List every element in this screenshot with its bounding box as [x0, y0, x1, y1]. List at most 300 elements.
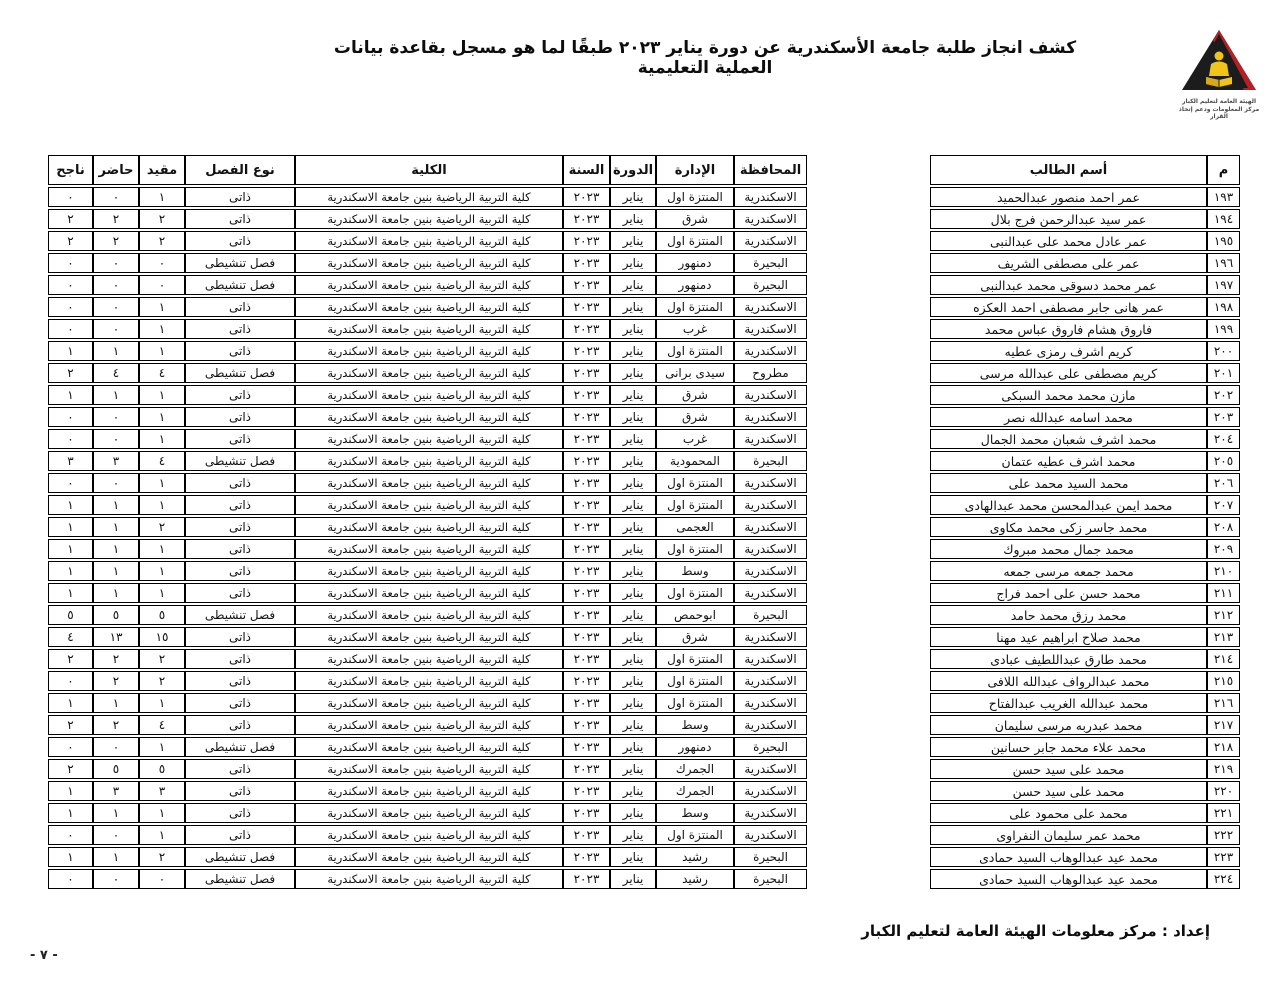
- column-gap: [807, 429, 930, 449]
- header-passed: ناجح: [48, 155, 93, 185]
- cell-passed: ٢: [48, 363, 93, 383]
- cell-administration: المنتزة اول: [656, 671, 734, 691]
- cell-governorate: الاسكندرية: [734, 803, 807, 823]
- cell-attended: ١: [93, 539, 139, 559]
- cell-attended: ١: [93, 583, 139, 603]
- cell-session: يناير: [610, 781, 656, 801]
- table-header-row: [48, 155, 1240, 185]
- cell-passed: ٥: [48, 605, 93, 625]
- cell-passed: ٠: [48, 407, 93, 427]
- cell-no: ١٩٦: [1207, 253, 1240, 273]
- header-session: الدورة: [610, 155, 656, 185]
- cell-no: ١٩٨: [1207, 297, 1240, 317]
- table-row: [48, 825, 1240, 845]
- cell-no: ١٩٥: [1207, 231, 1240, 251]
- cell-enrolled: ١: [139, 495, 185, 515]
- cell-name: كريم اشرف رمزى عطيه: [930, 341, 1207, 361]
- cell-attended: ١٣: [93, 627, 139, 647]
- cell-attended: ٣: [93, 451, 139, 471]
- cell-no: ٢٠٣: [1207, 407, 1240, 427]
- cell-no: ٢٠٧: [1207, 495, 1240, 515]
- column-gap: [807, 275, 930, 295]
- cell-class-type: ذاتى: [185, 319, 295, 339]
- cell-session: يناير: [610, 253, 656, 273]
- cell-enrolled: ١: [139, 473, 185, 493]
- column-gap: [807, 517, 930, 537]
- cell-name: محمد اشرف عطيه عتمان: [930, 451, 1207, 471]
- cell-name: محمد جمال محمد مبروك: [930, 539, 1207, 559]
- cell-college: كلية التربية الرياضية بنين جامعة الاسكندرية: [295, 803, 563, 823]
- cell-name: محمد ايمن عبدالمحسن محمد عبدالهادى: [930, 495, 1207, 515]
- cell-class-type: ذاتى: [185, 495, 295, 515]
- column-gap: [807, 363, 930, 383]
- cell-college: كلية التربية الرياضية بنين جامعة الاسكندرية: [295, 319, 563, 339]
- cell-administration: المنتزة اول: [656, 649, 734, 669]
- cell-session: يناير: [610, 363, 656, 383]
- cell-attended: ٠: [93, 187, 139, 207]
- cell-name: عمر احمد منصور عبدالحميد: [930, 187, 1207, 207]
- cell-year: ٢٠٢٣: [563, 649, 610, 669]
- cell-attended: ٠: [93, 319, 139, 339]
- column-gap: [807, 407, 930, 427]
- column-gap: [807, 297, 930, 317]
- cell-attended: ١: [93, 517, 139, 537]
- cell-administration: شرق: [656, 627, 734, 647]
- cell-governorate: الاسكندرية: [734, 209, 807, 229]
- cell-college: كلية التربية الرياضية بنين جامعة الاسكندرية: [295, 363, 563, 383]
- cell-passed: ٢: [48, 209, 93, 229]
- cell-class-type: فصل تنشيطى: [185, 737, 295, 757]
- header-attended: حاضر: [93, 155, 139, 185]
- cell-college: كلية التربية الرياضية بنين جامعة الاسكندرية: [295, 649, 563, 669]
- cell-administration: شرق: [656, 209, 734, 229]
- cell-year: ٢٠٢٣: [563, 627, 610, 647]
- cell-enrolled: ٥: [139, 759, 185, 779]
- cell-enrolled: ٠: [139, 275, 185, 295]
- cell-passed: ٢: [48, 715, 93, 735]
- column-gap: [807, 341, 930, 361]
- cell-class-type: فصل تنشيطى: [185, 253, 295, 273]
- cell-passed: ٠: [48, 319, 93, 339]
- cell-governorate: الاسكندرية: [734, 473, 807, 493]
- cell-passed: ١: [48, 803, 93, 823]
- column-gap: [807, 231, 930, 251]
- cell-name: محمد عيد عبدالوهاب السيد حمادى: [930, 847, 1207, 867]
- cell-enrolled: ٠: [139, 869, 185, 889]
- cell-passed: ١: [48, 341, 93, 361]
- cell-year: ٢٠٢٣: [563, 803, 610, 823]
- cell-attended: ٠: [93, 825, 139, 845]
- cell-college: كلية التربية الرياضية بنين جامعة الاسكندرية: [295, 627, 563, 647]
- cell-year: ٢٠٢٣: [563, 209, 610, 229]
- cell-no: ١٩٧: [1207, 275, 1240, 295]
- cell-year: ٢٠٢٣: [563, 319, 610, 339]
- cell-class-type: ذاتى: [185, 759, 295, 779]
- cell-administration: المنتزة اول: [656, 825, 734, 845]
- cell-year: ٢٠٢٣: [563, 495, 610, 515]
- table-row: [48, 473, 1240, 493]
- cell-no: ٢١٣: [1207, 627, 1240, 647]
- table-row: [48, 429, 1240, 449]
- column-gap: [807, 319, 930, 339]
- cell-session: يناير: [610, 715, 656, 735]
- cell-college: كلية التربية الرياضية بنين جامعة الاسكندرية: [295, 407, 563, 427]
- cell-governorate: البحيرة: [734, 275, 807, 295]
- cell-no: ٢٠٨: [1207, 517, 1240, 537]
- cell-class-type: فصل تنشيطى: [185, 605, 295, 625]
- cell-class-type: ذاتى: [185, 231, 295, 251]
- cell-name: محمد عبدالرواف عبدالله اللافى: [930, 671, 1207, 691]
- table-row: [48, 671, 1240, 691]
- table-row: [48, 319, 1240, 339]
- cell-year: ٢٠٢٣: [563, 231, 610, 251]
- cell-no: ٢٢١: [1207, 803, 1240, 823]
- cell-attended: ٢: [93, 715, 139, 735]
- cell-no: ٢٠٢: [1207, 385, 1240, 405]
- column-gap: [807, 715, 930, 735]
- cell-enrolled: ١: [139, 385, 185, 405]
- cell-college: كلية التربية الرياضية بنين جامعة الاسكندرية: [295, 231, 563, 251]
- column-gap: [807, 605, 930, 625]
- cell-college: كلية التربية الرياضية بنين جامعة الاسكندرية: [295, 385, 563, 405]
- cell-enrolled: ١: [139, 407, 185, 427]
- cell-name: محمد على سيد حسن: [930, 781, 1207, 801]
- cell-governorate: الاسكندرية: [734, 495, 807, 515]
- cell-college: كلية التربية الرياضية بنين جامعة الاسكندرية: [295, 187, 563, 207]
- cell-name: محمد على سيد حسن: [930, 759, 1207, 779]
- cell-no: ٢٠٩: [1207, 539, 1240, 559]
- cell-governorate: الاسكندرية: [734, 693, 807, 713]
- cell-year: ٢٠٢٣: [563, 583, 610, 603]
- cell-year: ٢٠٢٣: [563, 187, 610, 207]
- cell-administration: وسط: [656, 803, 734, 823]
- table-row: [48, 209, 1240, 229]
- column-gap: [807, 451, 930, 471]
- cell-name: محمد عبدالله الغريب عبدالفتاح: [930, 693, 1207, 713]
- cell-class-type: ذاتى: [185, 209, 295, 229]
- cell-year: ٢٠٢٣: [563, 693, 610, 713]
- cell-administration: المنتزة اول: [656, 473, 734, 493]
- cell-session: يناير: [610, 627, 656, 647]
- table-row: [48, 451, 1240, 471]
- header-no: م: [1207, 155, 1240, 185]
- column-gap: [807, 627, 930, 647]
- cell-enrolled: ١: [139, 319, 185, 339]
- cell-name: عمر عادل محمد على عبدالنبى: [930, 231, 1207, 251]
- cell-enrolled: ٥: [139, 605, 185, 625]
- cell-class-type: فصل تنشيطى: [185, 363, 295, 383]
- cell-class-type: فصل تنشيطى: [185, 869, 295, 889]
- cell-administration: سيدى برانى: [656, 363, 734, 383]
- table-row: [48, 605, 1240, 625]
- table-row: [48, 759, 1240, 779]
- cell-class-type: ذاتى: [185, 627, 295, 647]
- cell-class-type: ذاتى: [185, 385, 295, 405]
- cell-attended: ٠: [93, 275, 139, 295]
- cell-enrolled: ٤: [139, 363, 185, 383]
- cell-college: كلية التربية الرياضية بنين جامعة الاسكندرية: [295, 517, 563, 537]
- cell-no: ٢١٠: [1207, 561, 1240, 581]
- cell-session: يناير: [610, 341, 656, 361]
- cell-governorate: البحيرة: [734, 869, 807, 889]
- cell-governorate: الاسكندرية: [734, 407, 807, 427]
- cell-enrolled: ١: [139, 429, 185, 449]
- cell-college: كلية التربية الرياضية بنين جامعة الاسكندرية: [295, 605, 563, 625]
- cell-class-type: ذاتى: [185, 297, 295, 317]
- cell-attended: ٠: [93, 297, 139, 317]
- cell-college: كلية التربية الرياضية بنين جامعة الاسكندرية: [295, 451, 563, 471]
- cell-session: يناير: [610, 803, 656, 823]
- cell-administration: وسط: [656, 715, 734, 735]
- column-gap: [807, 473, 930, 493]
- cell-session: يناير: [610, 187, 656, 207]
- cell-no: ٢٠٠: [1207, 341, 1240, 361]
- cell-administration: شرق: [656, 407, 734, 427]
- cell-class-type: ذاتى: [185, 341, 295, 361]
- cell-name: كريم مصطفى على عبدالله مرسى: [930, 363, 1207, 383]
- cell-passed: ٠: [48, 275, 93, 295]
- students-table: [48, 155, 1240, 891]
- column-gap: [807, 869, 930, 889]
- cell-no: ٢١٥: [1207, 671, 1240, 691]
- cell-passed: ٤: [48, 627, 93, 647]
- cell-attended: ٠: [93, 429, 139, 449]
- cell-session: يناير: [610, 605, 656, 625]
- cell-class-type: ذاتى: [185, 803, 295, 823]
- cell-attended: ٠: [93, 473, 139, 493]
- cell-no: ١٩٣: [1207, 187, 1240, 207]
- cell-session: يناير: [610, 473, 656, 493]
- cell-college: كلية التربية الرياضية بنين جامعة الاسكندرية: [295, 671, 563, 691]
- cell-enrolled: ٤: [139, 451, 185, 471]
- cell-enrolled: ٢: [139, 231, 185, 251]
- header-year: السنة: [563, 155, 610, 185]
- table-row: [48, 275, 1240, 295]
- cell-session: يناير: [610, 275, 656, 295]
- table-row: [48, 363, 1240, 383]
- cell-session: يناير: [610, 649, 656, 669]
- cell-passed: ٠: [48, 253, 93, 273]
- cell-name: محمد السيد محمد على: [930, 473, 1207, 493]
- cell-year: ٢٠٢٣: [563, 429, 610, 449]
- cell-administration: غرب: [656, 429, 734, 449]
- cell-name: فاروق هشام فاروق عباس محمد: [930, 319, 1207, 339]
- cell-name: محمد عبدربه مرسى سليمان: [930, 715, 1207, 735]
- column-gap: [807, 209, 930, 229]
- cell-no: ٢٢٢: [1207, 825, 1240, 845]
- header-enrolled: مقيد: [139, 155, 185, 185]
- column-gap: [807, 561, 930, 581]
- cell-administration: المحمودية: [656, 451, 734, 471]
- cell-class-type: ذاتى: [185, 583, 295, 603]
- table-row: [48, 253, 1240, 273]
- cell-year: ٢٠٢٣: [563, 253, 610, 273]
- cell-passed: ٢: [48, 649, 93, 669]
- cell-attended: ٢: [93, 209, 139, 229]
- cell-class-type: ذاتى: [185, 715, 295, 735]
- cell-college: كلية التربية الرياضية بنين جامعة الاسكندرية: [295, 429, 563, 449]
- cell-passed: ١: [48, 847, 93, 867]
- table-row: [48, 803, 1240, 823]
- cell-governorate: الاسكندرية: [734, 627, 807, 647]
- cell-class-type: فصل تنشيطى: [185, 847, 295, 867]
- header-college: الكلية: [295, 155, 563, 185]
- column-gap: [807, 781, 930, 801]
- cell-administration: شرق: [656, 385, 734, 405]
- cell-enrolled: ٣: [139, 781, 185, 801]
- cell-session: يناير: [610, 671, 656, 691]
- cell-session: يناير: [610, 539, 656, 559]
- table-row: [48, 561, 1240, 581]
- cell-administration: الجمرك: [656, 759, 734, 779]
- cell-passed: ١: [48, 539, 93, 559]
- cell-class-type: ذاتى: [185, 781, 295, 801]
- column-gap: [807, 847, 930, 867]
- cell-college: كلية التربية الرياضية بنين جامعة الاسكندرية: [295, 825, 563, 845]
- cell-passed: ٢: [48, 759, 93, 779]
- authority-logo: [1174, 28, 1264, 121]
- cell-attended: ١: [93, 847, 139, 867]
- table-body: [48, 187, 1240, 889]
- cell-year: ٢٠٢٣: [563, 737, 610, 757]
- cell-passed: ٣: [48, 451, 93, 471]
- cell-governorate: البحيرة: [734, 605, 807, 625]
- cell-attended: ١: [93, 385, 139, 405]
- cell-name: عمر هانى جابر مصطفى احمد العكزه: [930, 297, 1207, 317]
- cell-attended: ٥: [93, 605, 139, 625]
- column-gap: [807, 583, 930, 603]
- cell-passed: ١: [48, 561, 93, 581]
- cell-governorate: الاسكندرية: [734, 825, 807, 845]
- cell-enrolled: ٤: [139, 715, 185, 735]
- cell-governorate: الاسكندرية: [734, 517, 807, 537]
- column-gap: [807, 671, 930, 691]
- cell-name: محمد جمعه مرسى جمعه: [930, 561, 1207, 581]
- cell-class-type: ذاتى: [185, 671, 295, 691]
- cell-attended: ٢: [93, 649, 139, 669]
- cell-year: ٢٠٢٣: [563, 539, 610, 559]
- cell-governorate: البحيرة: [734, 451, 807, 471]
- cell-passed: ٠: [48, 297, 93, 317]
- cell-no: ٢٠٦: [1207, 473, 1240, 493]
- cell-session: يناير: [610, 847, 656, 867]
- column-gap: [807, 759, 930, 779]
- cell-session: يناير: [610, 869, 656, 889]
- cell-class-type: ذاتى: [185, 649, 295, 669]
- cell-year: ٢٠٢٣: [563, 297, 610, 317]
- cell-passed: ١: [48, 583, 93, 603]
- cell-name: عمر محمد دسوقى محمد عبدالنبى: [930, 275, 1207, 295]
- cell-name: عمر على مصطفى الشريف: [930, 253, 1207, 273]
- logo-caption-line1: الهيئة العامة لتعليم الكبار: [1181, 98, 1257, 105]
- table-row: [48, 517, 1240, 537]
- cell-enrolled: ١: [139, 297, 185, 317]
- cell-passed: ٠: [48, 737, 93, 757]
- cell-session: يناير: [610, 737, 656, 757]
- cell-administration: العجمى: [656, 517, 734, 537]
- column-gap: [807, 385, 930, 405]
- cell-year: ٢٠٢٣: [563, 715, 610, 735]
- cell-passed: ١: [48, 495, 93, 515]
- cell-administration: المنتزة اول: [656, 341, 734, 361]
- cell-governorate: الاسكندرية: [734, 341, 807, 361]
- cell-year: ٢٠٢٣: [563, 869, 610, 889]
- cell-name: عمر سيد عبدالرحمن فرج بلال: [930, 209, 1207, 229]
- logo-caption-line2: مركز المعلومات ودعم إتخاذ القرار: [1178, 105, 1260, 120]
- column-gap: [807, 155, 930, 185]
- cell-session: يناير: [610, 517, 656, 537]
- cell-enrolled: ٢: [139, 517, 185, 537]
- cell-year: ٢٠٢٣: [563, 561, 610, 581]
- cell-class-type: فصل تنشيطى: [185, 275, 295, 295]
- cell-college: كلية التربية الرياضية بنين جامعة الاسكندرية: [295, 473, 563, 493]
- cell-year: ٢٠٢٣: [563, 781, 610, 801]
- cell-session: يناير: [610, 451, 656, 471]
- cell-attended: ٠: [93, 869, 139, 889]
- column-gap: [807, 649, 930, 669]
- header-administration: الإدارة: [656, 155, 734, 185]
- cell-year: ٢٠٢٣: [563, 341, 610, 361]
- cell-administration: رشيد: [656, 869, 734, 889]
- cell-attended: ١: [93, 693, 139, 713]
- cell-year: ٢٠٢٣: [563, 473, 610, 493]
- cell-enrolled: ١: [139, 341, 185, 361]
- cell-session: يناير: [610, 583, 656, 603]
- cell-governorate: الاسكندرية: [734, 319, 807, 339]
- table-row: [48, 407, 1240, 427]
- cell-governorate: الاسكندرية: [734, 759, 807, 779]
- cell-session: يناير: [610, 319, 656, 339]
- cell-year: ٢٠٢٣: [563, 517, 610, 537]
- table-row: [48, 539, 1240, 559]
- cell-year: ٢٠٢٣: [563, 847, 610, 867]
- cell-attended: ٠: [93, 253, 139, 273]
- cell-college: كلية التربية الرياضية بنين جامعة الاسكندرية: [295, 583, 563, 603]
- cell-passed: ٠: [48, 671, 93, 691]
- page-number: - ٧ -: [30, 948, 58, 963]
- cell-attended: ٢: [93, 671, 139, 691]
- cell-passed: ٠: [48, 187, 93, 207]
- table-row: [48, 231, 1240, 251]
- cell-administration: المنتزة اول: [656, 495, 734, 515]
- cell-attended: ٢: [93, 231, 139, 251]
- cell-college: كلية التربية الرياضية بنين جامعة الاسكندرية: [295, 209, 563, 229]
- cell-session: يناير: [610, 231, 656, 251]
- adult-education-logo-icon: [1180, 28, 1258, 94]
- cell-class-type: ذاتى: [185, 539, 295, 559]
- cell-enrolled: ٢: [139, 671, 185, 691]
- table-row: [48, 495, 1240, 515]
- cell-attended: ٣: [93, 781, 139, 801]
- cell-year: ٢٠٢٣: [563, 275, 610, 295]
- cell-administration: دمنهور: [656, 253, 734, 273]
- cell-attended: ١: [93, 803, 139, 823]
- cell-attended: ٠: [93, 737, 139, 757]
- cell-college: كلية التربية الرياضية بنين جامعة الاسكندرية: [295, 693, 563, 713]
- cell-governorate: الاسكندرية: [734, 297, 807, 317]
- cell-name: محمد عيد عبدالوهاب السيد حمادى: [930, 869, 1207, 889]
- cell-no: ٢١٦: [1207, 693, 1240, 713]
- column-gap: [807, 803, 930, 823]
- cell-administration: المنتزة اول: [656, 187, 734, 207]
- cell-no: ٢١١: [1207, 583, 1240, 603]
- cell-name: محمد صلاح ابراهيم عيد مهنا: [930, 627, 1207, 647]
- cell-no: ٢٠٤: [1207, 429, 1240, 449]
- header-governorate: المحافظة: [734, 155, 807, 185]
- cell-passed: ١: [48, 693, 93, 713]
- cell-name: محمد اسامه عبدالله نصر: [930, 407, 1207, 427]
- cell-governorate: الاسكندرية: [734, 231, 807, 251]
